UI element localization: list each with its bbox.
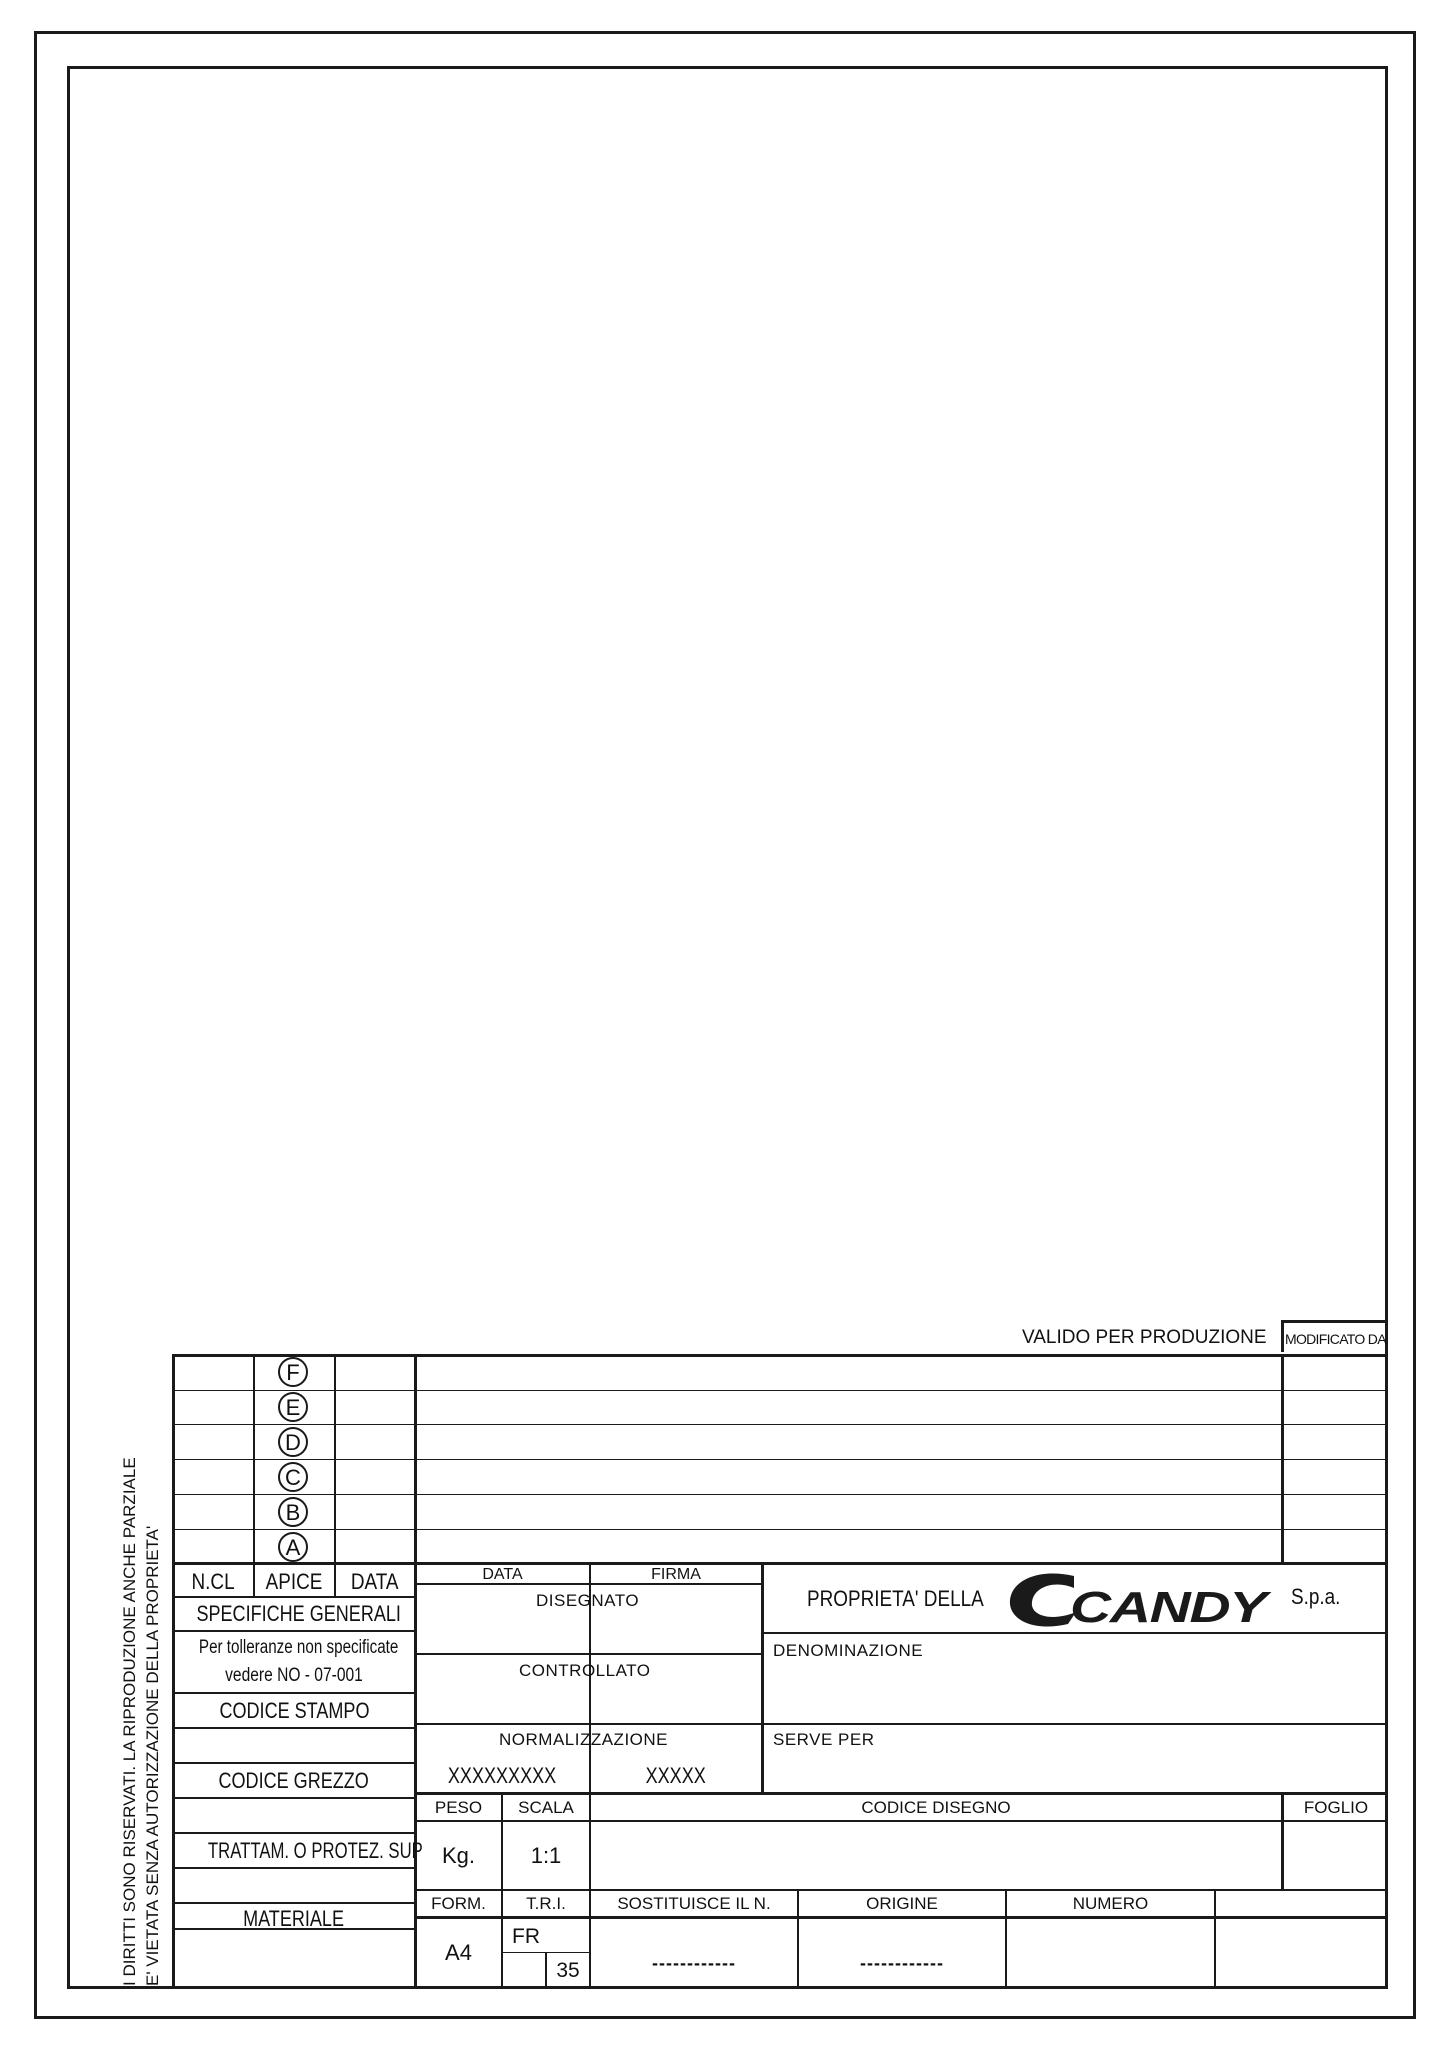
revision-row-4	[172, 1494, 1388, 1495]
left-row-8	[172, 1867, 416, 1869]
peso-col-divider	[501, 1794, 503, 1989]
revision-row-5	[172, 1529, 1388, 1530]
revision-row-1	[172, 1390, 1388, 1391]
trattamento-label: TRATTAM. O PROTEZ. SUP	[207, 1838, 423, 1863]
bottom-grid-header-line	[416, 1820, 1388, 1822]
codice-stampo-label: CODICE STAMPO	[218, 1698, 370, 1723]
title-block-top-line	[172, 1562, 1388, 1565]
denominazione-label: DENOMINAZIONE	[773, 1641, 924, 1660]
approval-row-2	[416, 1723, 762, 1725]
tri-value-2: 35	[556, 1959, 580, 1982]
ncl-label: N.CL	[191, 1569, 236, 1594]
codice-disegno-header: CODICE DISEGNO	[861, 1798, 1011, 1817]
rights-notice-line2: E' VIETATA SENZA AUTORIZZAZIONE DELLA PROPRIETA'	[143, 1525, 162, 1986]
origine-header: ORIGINE	[866, 1894, 938, 1913]
left-row-3	[172, 1692, 416, 1694]
tri-value-1: FR	[512, 1925, 540, 1948]
left-row-4	[172, 1727, 416, 1729]
sostituisce-value: ------------	[652, 1953, 736, 1973]
bottom-grid-top-line	[416, 1792, 1388, 1795]
scala-value: 1:1	[530, 1843, 562, 1868]
normalizzazione-label: NORMALIZZAZIONE	[499, 1730, 669, 1749]
last-col-divider	[1214, 1890, 1216, 1989]
controllato-label: CONTROLLATO	[519, 1661, 651, 1680]
specifiche-generali-label: SPECIFICHE GENERALI	[196, 1601, 401, 1626]
disegnato-label: DISEGNATO	[536, 1591, 640, 1610]
approval-data-header: DATA	[482, 1566, 523, 1583]
modified-box-left	[1281, 1320, 1284, 1352]
tri-header: T.R.I.	[526, 1894, 566, 1913]
numero-header: NUMERO	[1072, 1894, 1149, 1913]
left-row-2	[172, 1630, 416, 1632]
bottom-grid-lower-line	[416, 1916, 1388, 1919]
left-row-7	[172, 1832, 416, 1834]
rights-notice-line1: I DIRITTI SONO RISERVATI. LA RIPRODUZIONE ANCHE PARZIALE	[120, 1457, 139, 1986]
revision-letter-a: A	[278, 1532, 308, 1562]
svg-text:CANDY: CANDY	[1070, 1583, 1273, 1632]
revision-row-3	[172, 1459, 1388, 1460]
tolerance-note-line2: vedere NO - 07-001	[225, 1665, 363, 1686]
ownership-prefix: PROPRIETA' DELLA	[807, 1586, 984, 1611]
apice-label: APICE	[266, 1569, 323, 1594]
denominazione-divider	[762, 1723, 1388, 1725]
candy-logo	[1004, 1566, 1284, 1636]
revision-letter-b: B	[278, 1497, 308, 1527]
form-value: A4	[445, 1940, 472, 1965]
tolerance-note-line1: Per tolleranze non specificate	[198, 1637, 399, 1658]
origine-value: ------------	[860, 1953, 944, 1973]
peso-header: PESO	[434, 1798, 483, 1817]
bottom-grid-middle-line	[416, 1889, 1388, 1891]
left-row-9	[172, 1902, 416, 1904]
approval-header-line	[416, 1583, 762, 1585]
normalizzazione-value-1: XXXXXXXXX	[448, 1763, 557, 1788]
codice-grezzo-label: CODICE GREZZO	[218, 1768, 370, 1793]
revision-letter-e: E	[278, 1392, 308, 1422]
valid-for-production-label: VALIDO PER PRODUZIONE	[1022, 1327, 1267, 1348]
approval-row-1	[416, 1653, 762, 1655]
serve-per-label: SERVE PER	[773, 1730, 875, 1749]
modified-by-label: MODIFICATO DA	[1285, 1331, 1386, 1347]
ownership-suffix: S.p.a.	[1291, 1584, 1341, 1609]
peso-value: Kg.	[441, 1843, 476, 1868]
modified-box-top	[1281, 1320, 1388, 1323]
ownership-divider	[762, 1632, 1388, 1634]
sostituisce-header: SOSTITUISCE IL N.	[617, 1894, 771, 1913]
left-row-6	[172, 1797, 416, 1799]
approval-firma-header: FIRMA	[651, 1566, 701, 1583]
revision-letter-d: D	[278, 1427, 308, 1457]
form-header: FORM.	[431, 1894, 486, 1913]
left-row-1	[172, 1596, 416, 1598]
revision-row-2	[172, 1424, 1388, 1425]
revision-top-line	[172, 1354, 1388, 1357]
scala-header: SCALA	[518, 1798, 574, 1817]
revision-letter-f: F	[278, 1357, 308, 1387]
data-label: DATA	[351, 1569, 399, 1594]
revision-letter-c: C	[278, 1462, 308, 1492]
normalizzazione-value-2: XXXXX	[645, 1763, 707, 1788]
approval-right-border	[761, 1562, 764, 1794]
left-row-5	[172, 1762, 416, 1764]
materiale-label: MATERIALE	[243, 1906, 345, 1931]
tri-inner-line	[502, 1952, 589, 1953]
foglio-header: FOGLIO	[1303, 1798, 1369, 1817]
